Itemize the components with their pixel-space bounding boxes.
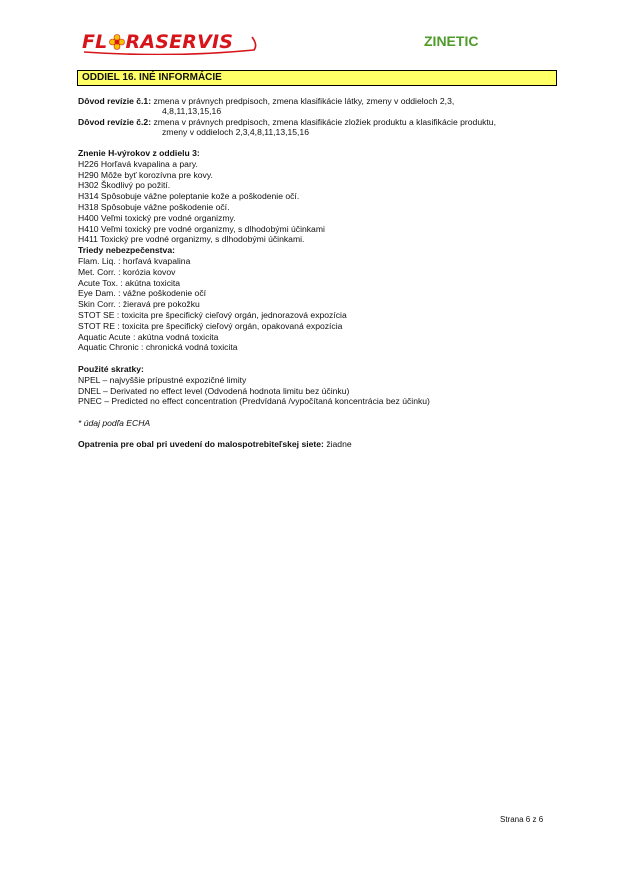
packaging-value: žiadne [326,439,352,449]
hazard-class-item: Flam. Liq. : horľavá kvapalina [78,255,191,266]
section-heading: ODDIEL 16. INÉ INFORMÁCIE [77,70,557,86]
revision-1-line2: 4,8,11,13,15,16 [162,106,222,116]
abbreviation-item: PNEC – Predicted no effect concentration (Predvídaná /vypočítaná koncentrácia bez účinku) [78,396,430,407]
abbreviation-item: DNEL – Derivated no effect level (Odvodená hodnota limitu bez účinku) [78,385,350,396]
h-statement-item: H302 Škodlivý po požití. [78,180,171,191]
revision-1-label: Dôvod revízie č.1: [78,96,152,106]
flower-icon [109,34,125,50]
revision-1-line1 [78,96,454,107]
hazard-class-item: Met. Corr. : korózia kovov [78,266,176,277]
h-statement-item: H411 Toxický pre vodné organizmy, s dlhodobými účinkami. [78,234,305,245]
h-statement-item: H290 Môže byť korozívna pre kovy. [78,169,213,180]
abbreviation-item: NPEL – najvyššie prípustné expozičné limity [78,374,247,385]
revision-2-line2: zmeny v oddieloch 2,3,4,8,11,13,15,16 [162,127,309,137]
hazard-class-item: STOT SE : toxicita pre špecifický cieľový orgán, jednorazová expozícia [78,309,347,320]
h-statement-item: H400 Veľmi toxický pre vodné organizmy. [78,212,236,223]
hazard-class-item: Aquatic Acute : akútna vodná toxicita [78,331,219,342]
hazard-classes-heading: Triedy nebezpečenstva: [78,245,175,256]
packaging-label: Opatrenia pre obal pri uvedení do malospotrebiteľskej siete: [78,439,324,449]
h-statement-item: H410 Veľmi toxický pre vodné organizmy, s dlhodobými účinkami [78,223,325,234]
hazard-class-item: Acute Tox. : akútna toxicita [78,277,181,288]
page-number: Strana 6 z 6 [500,815,544,824]
product-name: ZINETIC [424,33,479,49]
packaging-measures [78,439,352,450]
h-statement-item: H314 Spôsobuje vážne poleptanie kože a poškodenie očí. [78,191,300,202]
h-statement-item: H318 Spôsobuje vážne poškodenie očí. [78,201,230,212]
echa-note: * údaj podľa ECHA [78,418,151,428]
abbreviations-heading: Použité skratky: [78,364,144,374]
abbreviations-block [78,364,430,407]
hazard-class-item: Eye Dam. : vážne poškodenie očí [78,288,207,299]
logo-text: FL RASERVIS [82,31,234,53]
hazard-class-item: STOT RE : toxicita pre špecifický cieľový orgán, opakovaná expozícia [78,320,343,331]
floraservis-logo [82,31,258,55]
revision-1-text: zmena v právnych predpisoch, zmena klasifikácie látky, zmeny v oddieloch 2,3, [153,96,455,106]
h-statements-block [78,148,347,353]
h-statements-heading: Znenie H-výrokov z oddielu 3: [78,148,200,158]
hazard-class-item: Skin Corr. : žieravá pre pokožku [78,299,200,310]
h-statement-item: H226 Horľavá kvapalina a pary. [78,158,198,169]
revision-2-text: zmena v právnych predpisoch, zmena klasifikácie zložiek produktu a klasifikácie produktu, [153,117,496,127]
hazard-class-item: Aquatic Chronic : chronická vodná toxicita [78,342,238,353]
revision-2-label: Dôvod revízie č.2: [78,117,152,127]
